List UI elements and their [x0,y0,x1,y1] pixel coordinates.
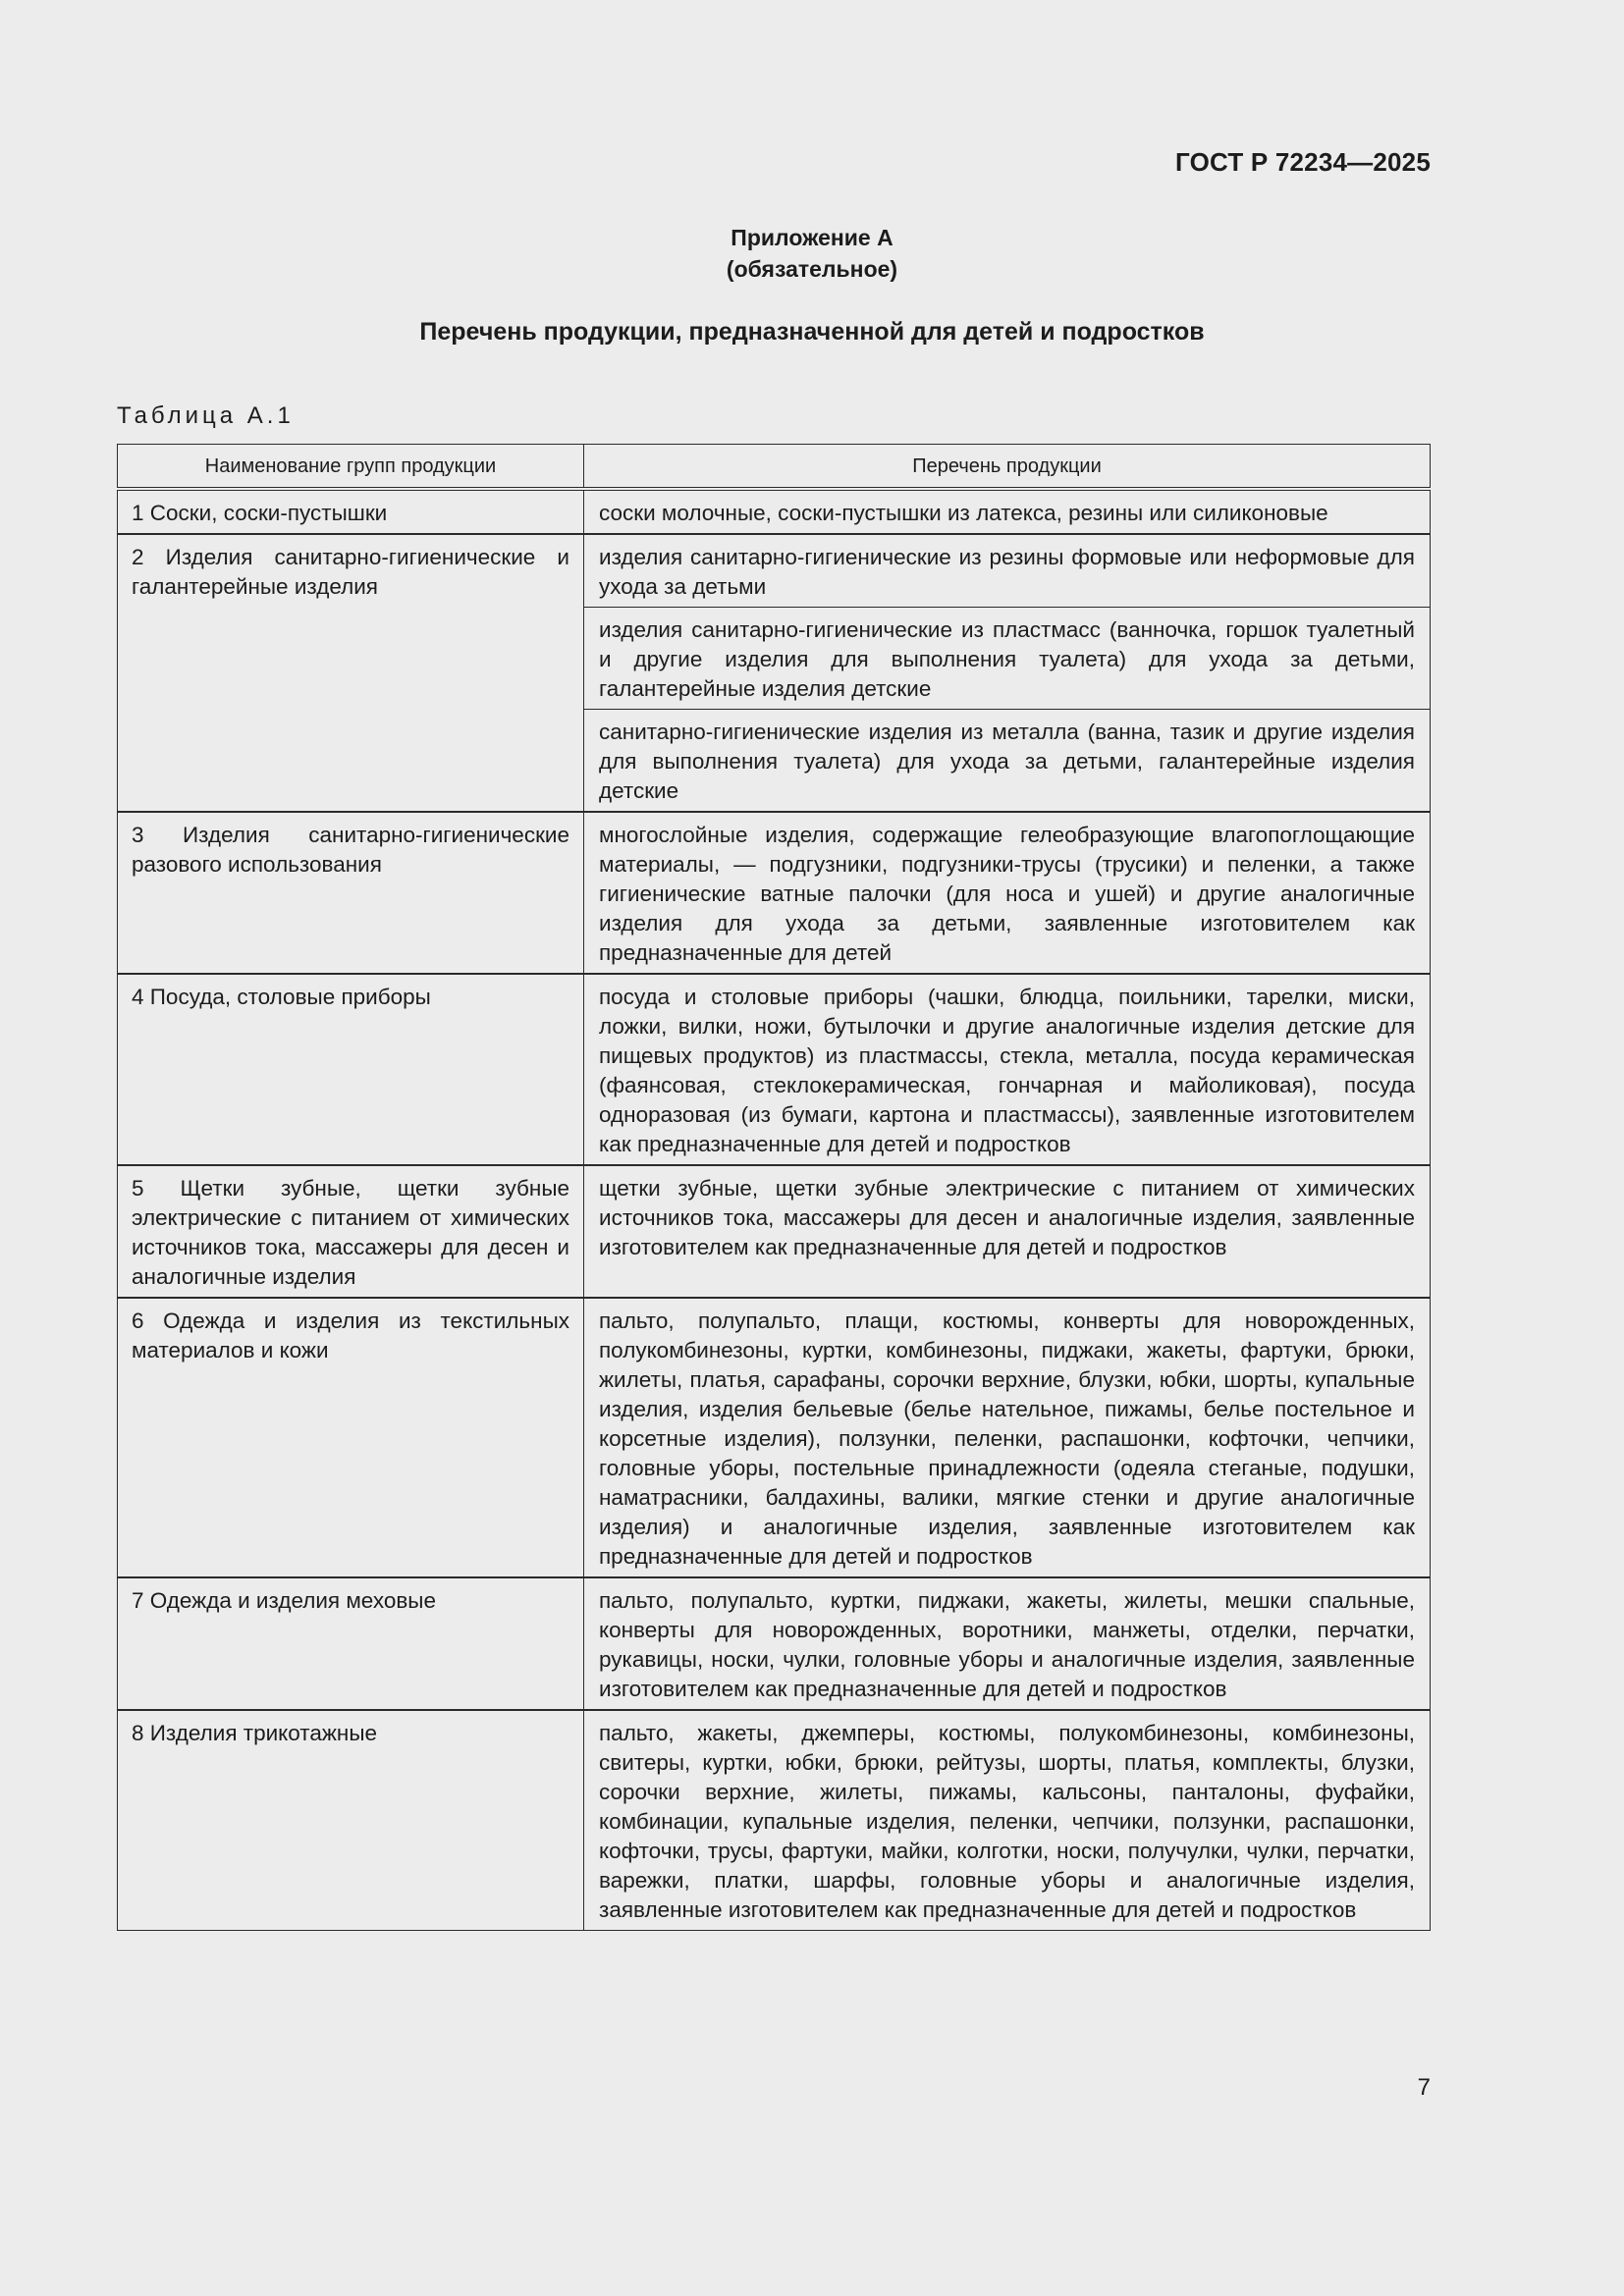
group-name-cell: 6 Одежда и изделия из текстильных материалов и кожи [118,1298,584,1577]
column-header-products: Перечень продукции [584,445,1431,490]
product-list-cell: санитарно-гигиенические изделия из металла (ванна, тазик и другие изделия для выполнения туалета) для ухода за детьми, галантерейные изделия детские [584,710,1431,813]
group-name-cell: 1 Соски, соски-пустышки [118,489,584,534]
table-caption: Таблица А.1 [117,402,295,429]
annex-subtitle: (обязательное) [726,256,898,282]
product-list-cell: изделия санитарно-гигиенические из резины формовые или неформовые для ухода за детьми [584,534,1431,608]
standard-code: ГОСТ Р 72234—2025 [1175,147,1431,177]
table-row [118,1577,1431,1710]
product-list-cell: многослойные изделия, содержащие гелеобразующие влагопоглощающие материалы, — подгузники, подгузники-трусы (трусики) и пеленки, а также гигиенические ватные палочки (для носа и ушей) и другие аналогичные изделия для ухода за детьми, заявленные изготовителем как предназначенные для детей [584,812,1431,974]
product-list-cell: щетки зубные, щетки зубные электрические с питанием от химических источников тока, массажеры для десен и аналогичные изделия, заявленные изготовителем как предназначенные для детей и подростков [584,1165,1431,1298]
table-row [118,974,1431,1165]
product-list-cell: посуда и столовые приборы (чашки, блюдца, поильники, тарелки, миски, ложки, вилки, ножи, бутылочки и другие аналогичные изделия детские для пищевых продуктов) из пластмассы, стекла, металла, посуда керамическая (фаянсовая, стеклокерамическая, гончарная и майоликовая), посуда одноразовая (из бумаги, картона и пластмассы), заявленные изготовителем как предназначенные для детей и подростков [584,974,1431,1165]
annex-title: Приложение А [731,225,893,250]
table-row [118,1710,1431,1931]
group-name-cell: 4 Посуда, столовые приборы [118,974,584,1165]
product-list-cell: соски молочные, соски-пустышки из латекса, резины или силиконовые [584,489,1431,534]
group-name-cell: 7 Одежда и изделия меховые [118,1577,584,1710]
page-number: 7 [1417,2074,1431,2101]
table-header-row [118,445,1431,490]
table-row [118,1298,1431,1577]
product-list-cell: пальто, жакеты, джемперы, костюмы, полукомбинезоны, комбинезоны, свитеры, куртки, юбки, брюки, рейтузы, шорты, платья, комплекты, блузки, сорочки верхние, жилеты, пижамы, кальсоны, панталоны, фуфайки, комбинации, купальные изделия, пеленки, чепчики, ползунки, распашонки, кофточки, трусы, фартуки, майки, колготки, носки, получулки, чулки, перчатки, варежки, платки, шарфы, головные уборы и аналогичные изделия, заявленные изготовителем как предназначенные для детей и подростков [584,1710,1431,1931]
product-list-cell: пальто, полупальто, куртки, пиджаки, жакеты, жилеты, мешки спальные, конверты для новорожденных, воротники, манжеты, отделки, перчатки, рукавицы, носки, чулки, головные уборы и аналогичные изделия, заявленные изготовителем как предназначенные для детей и подростков [584,1577,1431,1710]
group-name-cell: 5 Щетки зубные, щетки зубные электрические с питанием от химических источников тока, массажеры для десен и аналогичные изделия [118,1165,584,1298]
column-header-groups: Наименование групп продукции [118,445,584,490]
product-list-cell: пальто, полупальто, плащи, костюмы, конверты для новорожденных, полукомбинезоны, куртки, комбинезоны, пиджаки, жакеты, фартуки, брюки, жилеты, платья, сарафаны, сорочки верхние, блузки, юбки, шорты, купальные изделия, изделия бельевые (белье нательное, пижамы, белье постельное и корсетные изделия), ползунки, пеленки, распашонки, кофточки, чепчики, головные уборы, постельные принадлежности (одеяла стеганые, подушки, наматрасники, балдахины, валики, мягкие стенки и другие аналогичные изделия) и аналогичные изделия, заявленные изготовителем как предназначенные для детей и подростков [584,1298,1431,1577]
group-name-cell: 3 Изделия санитарно-гигиенические разового использования [118,812,584,974]
group-name-cell: 2 Изделия санитарно-гигиенические и галантерейные изделия [118,534,584,812]
table-row [118,812,1431,974]
table-row [118,534,1431,608]
products-table [117,444,1431,1931]
product-list-cell: изделия санитарно-гигиенические из пластмасс (ванночка, горшок туалетный и другие изделия для выполнения туалета) для ухода за детьми, галантерейные изделия детские [584,608,1431,710]
annex-heading: Перечень продукции, предназначенной для детей и подростков [419,318,1205,346]
table-row [118,1165,1431,1298]
table-row [118,489,1431,534]
group-name-cell: 8 Изделия трикотажные [118,1710,584,1931]
